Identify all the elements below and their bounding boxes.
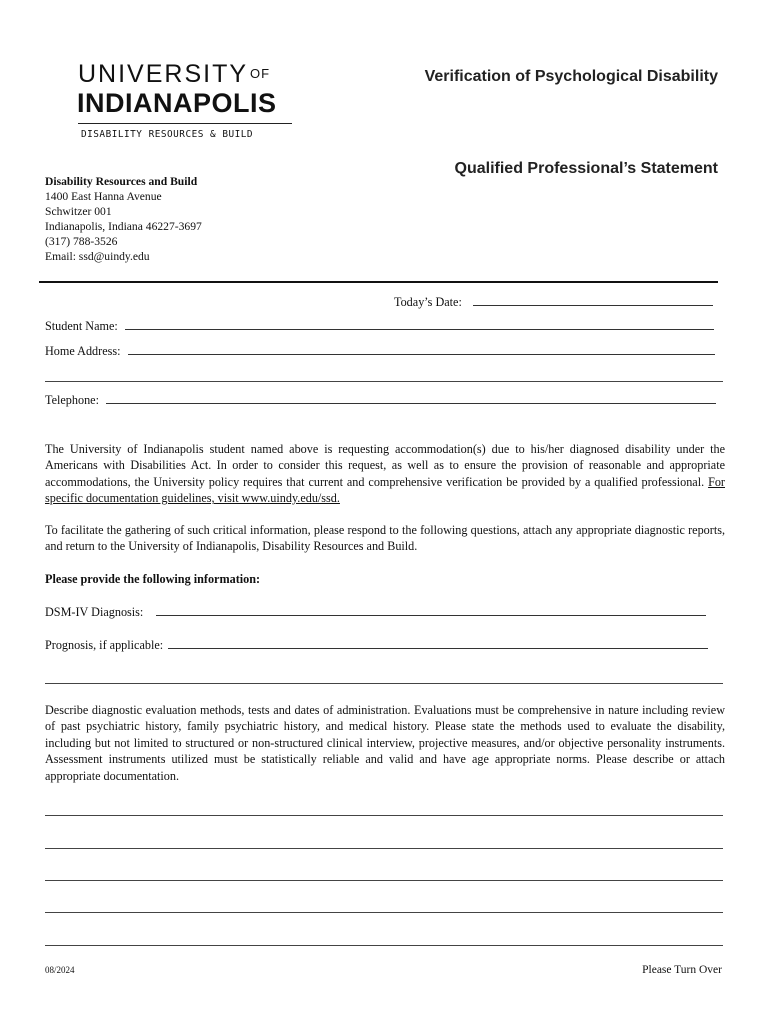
telephone-label: Telephone:: [45, 393, 99, 407]
prognosis-field: [45, 637, 708, 653]
document-title: Verification of Psychological Disability: [424, 68, 718, 85]
office-name: Disability Resources and Build: [45, 175, 198, 188]
telephone-input[interactable]: [106, 392, 716, 404]
logo-word-university: UNIVERSITY: [78, 60, 249, 88]
office-address-line1: 1400 East Hanna Avenue: [45, 190, 162, 203]
logo-word-of: OF: [250, 66, 271, 81]
footer-turn-over: Please Turn Over: [642, 964, 722, 976]
office-city: Indianapolis, Indiana 46227-3697: [45, 220, 202, 233]
response-line-3[interactable]: [45, 880, 723, 881]
logo-word-indianapolis: INDIANAPOLIS: [77, 88, 277, 118]
prognosis-label: Prognosis, if applicable:: [45, 638, 164, 652]
documentation-guidelines-link[interactable]: For specific documentation guidelines, visit www.uindy.edu/ssd.: [45, 474, 725, 506]
describe-paragraph: Describe diagnostic evaluation methods, tests and dates of administration. Evaluations must be comprehensive in nature including review of past psychiatric history, family psychiatric history, and medical history. Please state the methods used to evaluate the disability, including but not limited to structured or non-structured clinical interview, projective measures, and/or objective personality instruments. Assessment instruments utilized must be statistically reliable and valid and have age appropriate norms. Please describe or attach appropriate documentation.: [45, 703, 725, 783]
student-name-field: [45, 318, 714, 334]
prognosis-input-line2[interactable]: [45, 683, 723, 684]
todays-date-field: [394, 294, 713, 310]
header-divider: [39, 281, 718, 283]
office-email: Email: ssd@uindy.edu: [45, 250, 150, 263]
telephone-field: [45, 392, 716, 408]
intro-paragraph: [45, 441, 725, 507]
prognosis-input[interactable]: [168, 637, 708, 649]
response-line-2[interactable]: [45, 848, 723, 849]
document-subtitle: Qualified Professional’s Statement: [454, 160, 718, 177]
office-phone: (317) 788-3526: [45, 235, 118, 248]
response-line-5[interactable]: [45, 945, 723, 946]
footer-revision-date: 08/2024: [45, 965, 75, 975]
response-line-1[interactable]: [45, 815, 723, 816]
facilitate-paragraph: To facilitate the gathering of such critical information, please respond to the following questions, attach any appropriate diagnostic reports, and return to the University of Indianapolis, Disability Resources and Build.: [45, 523, 725, 554]
provide-info-heading: Please provide the following information:: [45, 572, 261, 586]
student-name-input[interactable]: [125, 318, 714, 330]
dsm-diagnosis-label: DSM-IV Diagnosis:: [45, 605, 144, 619]
logo-university-text: [78, 60, 270, 88]
todays-date-input[interactable]: [473, 294, 713, 306]
student-name-label: Student Name:: [45, 319, 118, 333]
logo-divider: [78, 123, 292, 124]
dsm-diagnosis-field: [45, 604, 706, 620]
todays-date-label: Today’s Date:: [394, 295, 462, 309]
intro-text: The University of Indianapolis student named above is requesting accommodation(s) due to his/her diagnosed disability under the Americans with Disabilities Act. In order to consider this request, as well as to ensure the provision of reasonable and appropriate accommodations, the University policy requires that current and comprehensive verification be provided by a qualified professional.: [45, 442, 725, 489]
office-address-line2: Schwitzer 001: [45, 205, 112, 218]
office-contact-block: [45, 174, 202, 264]
logo-department: DISABILITY RESOURCES & BUILD: [81, 129, 254, 140]
home-address-label: Home Address:: [45, 344, 121, 358]
dsm-diagnosis-input[interactable]: [156, 604, 706, 616]
home-address-input-line2[interactable]: [45, 381, 723, 382]
home-address-field: [45, 343, 715, 359]
response-line-4[interactable]: [45, 912, 723, 913]
home-address-input[interactable]: [128, 343, 715, 355]
